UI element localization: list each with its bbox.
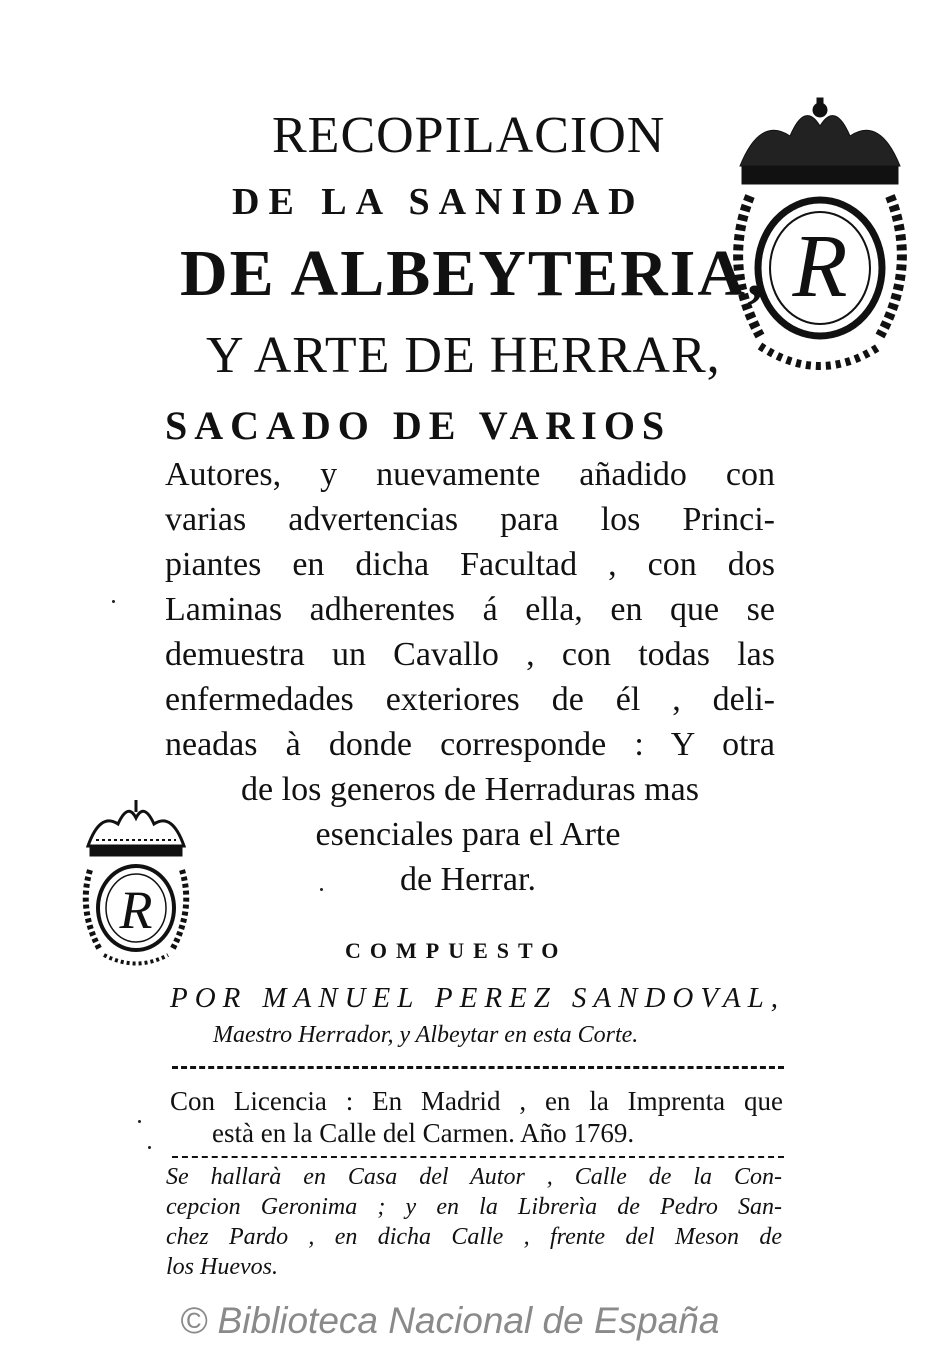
author-name: POR MANUEL PEREZ SANDOVAL,	[170, 982, 785, 1014]
description-line: de los generos de Herraduras mas	[241, 771, 699, 808]
description-line: esenciales para el Arte	[315, 816, 621, 853]
seller-line: Se hallarà en Casa del Autor , Calle de la Con-	[166, 1164, 782, 1190]
royal-library-stamp-small	[78, 800, 194, 968]
stamp-monogram: R	[792, 217, 848, 316]
author-role: Maestro Herrador, y Albeytar en esta Corte.	[213, 1022, 639, 1048]
description-line: de Herrar.	[400, 861, 536, 898]
seller-paragraph	[166, 1162, 782, 1282]
stamp-monogram-small: R	[119, 880, 153, 940]
divider-rule	[172, 1066, 784, 1069]
title-line-sacado: SACADO DE VARIOS	[165, 403, 672, 448]
title-line-sanidad: DE LA SANIDAD	[232, 181, 645, 223]
copyright-watermark: © Biblioteca Nacional de España	[180, 1300, 720, 1341]
divider-rule	[172, 1156, 784, 1158]
seller-line: los Huevos.	[166, 1254, 278, 1280]
description-line: demuestra un Cavallo , con todas las	[165, 636, 775, 673]
ink-speck	[112, 600, 115, 603]
description-line: varias advertencias para los Princi-	[165, 501, 775, 538]
description-line: Laminas adherentes á ella, en que se	[165, 591, 775, 628]
description-line: Autores, y nuevamente añadido con	[165, 456, 775, 493]
ink-speck	[320, 888, 323, 891]
title-line-arte-de-herrar: Y ARTE DE HERRAR,	[206, 327, 721, 384]
license-line: Con Licencia : En Madrid , en la Imprenta que	[170, 1086, 783, 1116]
ink-speck	[138, 1120, 141, 1123]
description-line: piantes en dicha Facultad , con dos	[165, 546, 775, 583]
title-line-albeyteria: DE ALBEYTERIA,	[180, 237, 766, 310]
description-line: enfermedades exteriores de él , deli-	[165, 681, 775, 718]
title-line-recopilacion: RECOPILACION	[272, 107, 666, 164]
compuesto-label: COMPUESTO	[345, 938, 568, 963]
ink-speck	[148, 1146, 151, 1149]
description-paragraph	[165, 452, 775, 767]
seller-line: cepcion Geronima ; y en la Librerìa de Pedro San-	[166, 1194, 782, 1220]
description-line: neadas à donde corresponde : Y otra	[165, 726, 775, 763]
license-block	[170, 1086, 783, 1117]
license-line: està en la Calle del Carmen. Año 1769.	[212, 1118, 635, 1148]
seller-line: chez Pardo , en dicha Calle , frente del Meson de	[166, 1224, 782, 1250]
